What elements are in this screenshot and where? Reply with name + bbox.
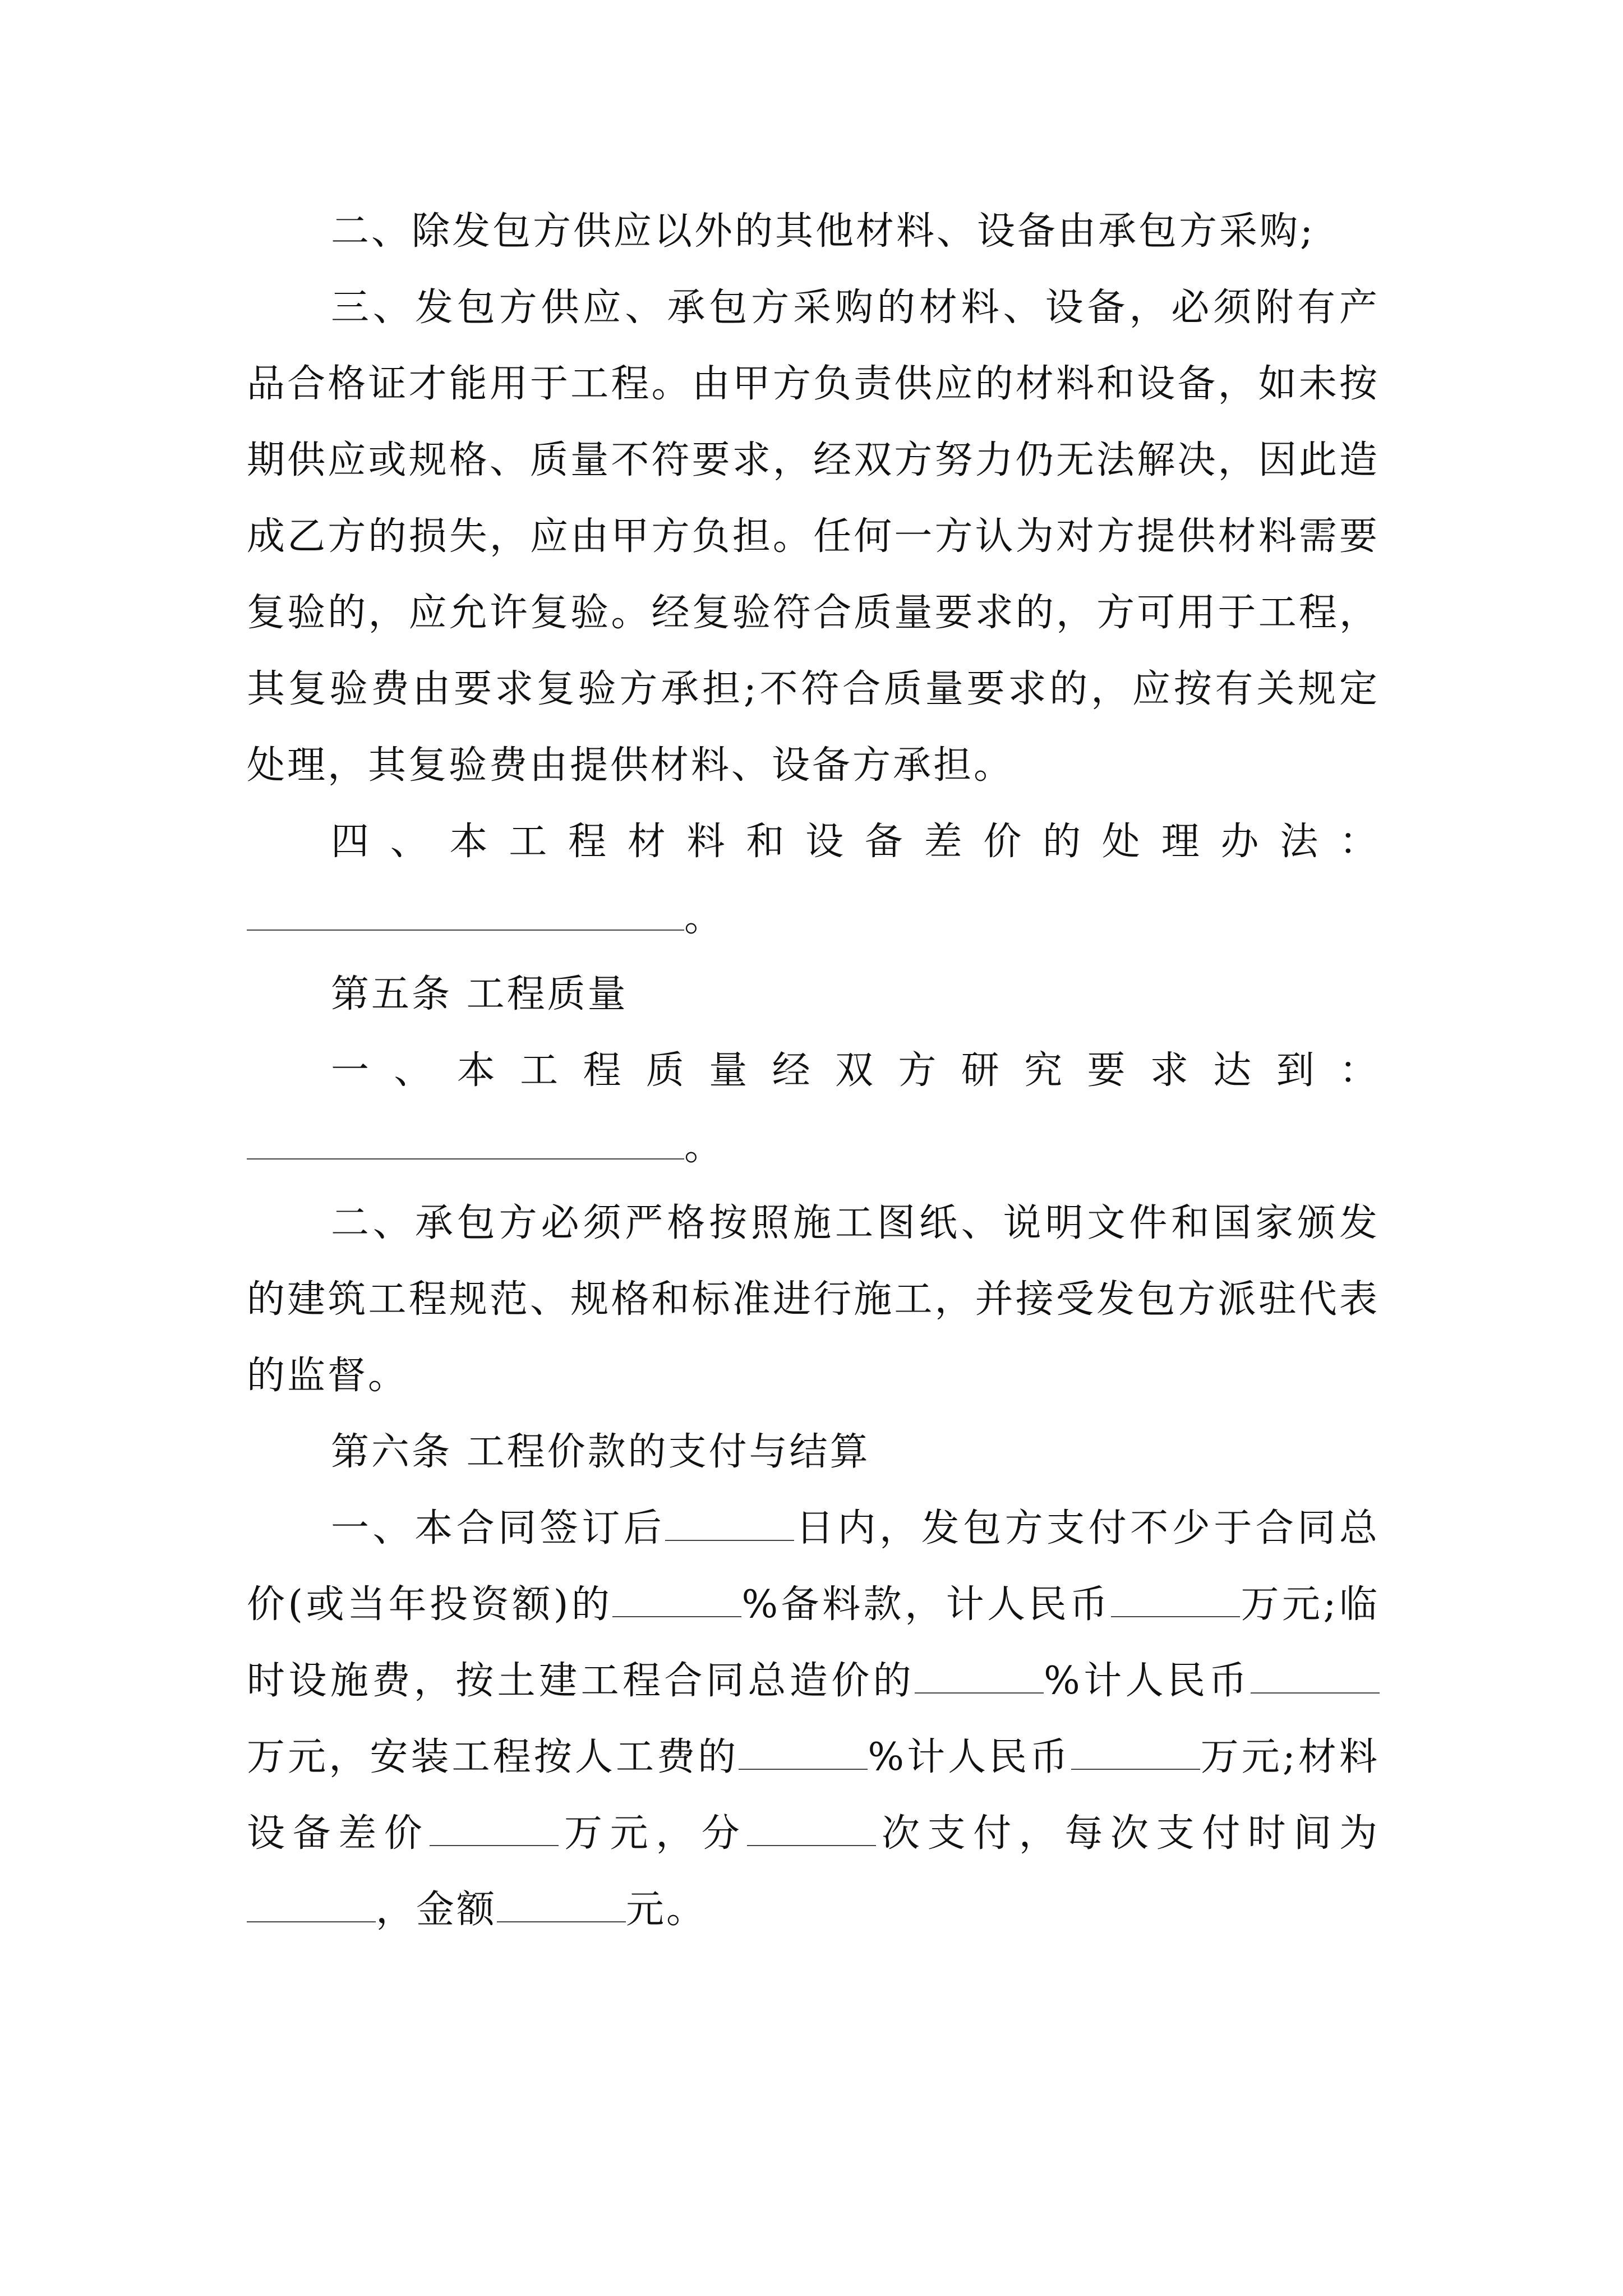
fill-blank-percent[interactable]	[612, 1582, 741, 1617]
clause-quality-standard-label: 一、本工程质量经双方研究要求达到：	[331, 1048, 1380, 1093]
contract-text	[247, 194, 1380, 1948]
clause-materials-certification: 三、发包方供应、承包方采购的材料、设备，必须附有产品合格证才能用于工程。由甲方负责供应的材料和设备，如未按期供应或规格、质量不符要求，经双方努力仍无法解决，因此造成乙方的损失，应由甲方负担。任何一方认为对方提供材料需要复验的，应允许复验。经复验符合质量要求的，方可用于工程，其复验费由要求复验方承担;不符合质量要求的，应按有关规定处理，其复验费由提供材料、设备方承担。	[247, 286, 1380, 788]
fill-blank[interactable]	[247, 896, 684, 931]
period-mark: 。	[684, 896, 725, 940]
fill-blank-amount[interactable]	[430, 1811, 559, 1846]
payment-text: 日内，发包方支付不少于合同总价(或当年投资额)的	[247, 1506, 1380, 1627]
fill-blank-amount[interactable]	[1251, 1659, 1380, 1694]
payment-text: 万元，安装工程按人工费的	[247, 1735, 739, 1779]
clause-price-difference-blank-line	[247, 880, 1380, 956]
clause-construction-standards: 二、承包方必须严格按照施工图纸、说明文件和国家颁发的建筑工程规范、规格和标准进行施工，并接受发包方派驻代表的监督。	[247, 1201, 1380, 1398]
payment-text: %计人民币	[868, 1735, 1071, 1779]
payment-text: 万元;临时设施费，按土建工程合同总造价的	[247, 1582, 1380, 1703]
fill-blank-amount[interactable]	[497, 1888, 626, 1922]
fill-blank-amount[interactable]	[1071, 1735, 1200, 1770]
clause-materials-procurement: 二、除发包方供应以外的其他材料、设备由承包方采购;	[331, 209, 1315, 254]
payment-text: 次支付，每次支付时间为	[876, 1811, 1380, 1856]
payment-text: %计人民币	[1044, 1659, 1251, 1703]
fill-blank[interactable]	[247, 1125, 684, 1159]
fill-blank-time[interactable]	[247, 1888, 376, 1922]
payment-text: 一、本合同签订后	[331, 1506, 666, 1550]
payment-text: 元。	[626, 1888, 707, 1932]
fill-blank-percent[interactable]	[739, 1735, 868, 1770]
payment-text: 万元;材料设备差价	[247, 1735, 1380, 1856]
fill-blank-amount[interactable]	[1111, 1582, 1240, 1617]
payment-text: 万元，分	[559, 1811, 748, 1856]
fill-blank-count[interactable]	[747, 1811, 876, 1846]
payment-text: %备料款，计人民币	[741, 1582, 1111, 1627]
article-five-heading: 第五条 工程质量	[331, 972, 628, 1016]
payment-text: ，金额	[376, 1888, 497, 1932]
clause-quality-standard-blank-line	[247, 1109, 1380, 1185]
fill-blank-days[interactable]	[665, 1506, 794, 1541]
article-six-heading: 第六条 工程价款的支付与结算	[331, 1430, 870, 1474]
clause-price-difference-label: 四、本工程材料和设备差价的处理办法：	[331, 820, 1380, 864]
fill-blank-percent[interactable]	[915, 1659, 1044, 1694]
clause-payment-schedule	[247, 1490, 1380, 1948]
period-mark: 。	[684, 1125, 725, 1169]
